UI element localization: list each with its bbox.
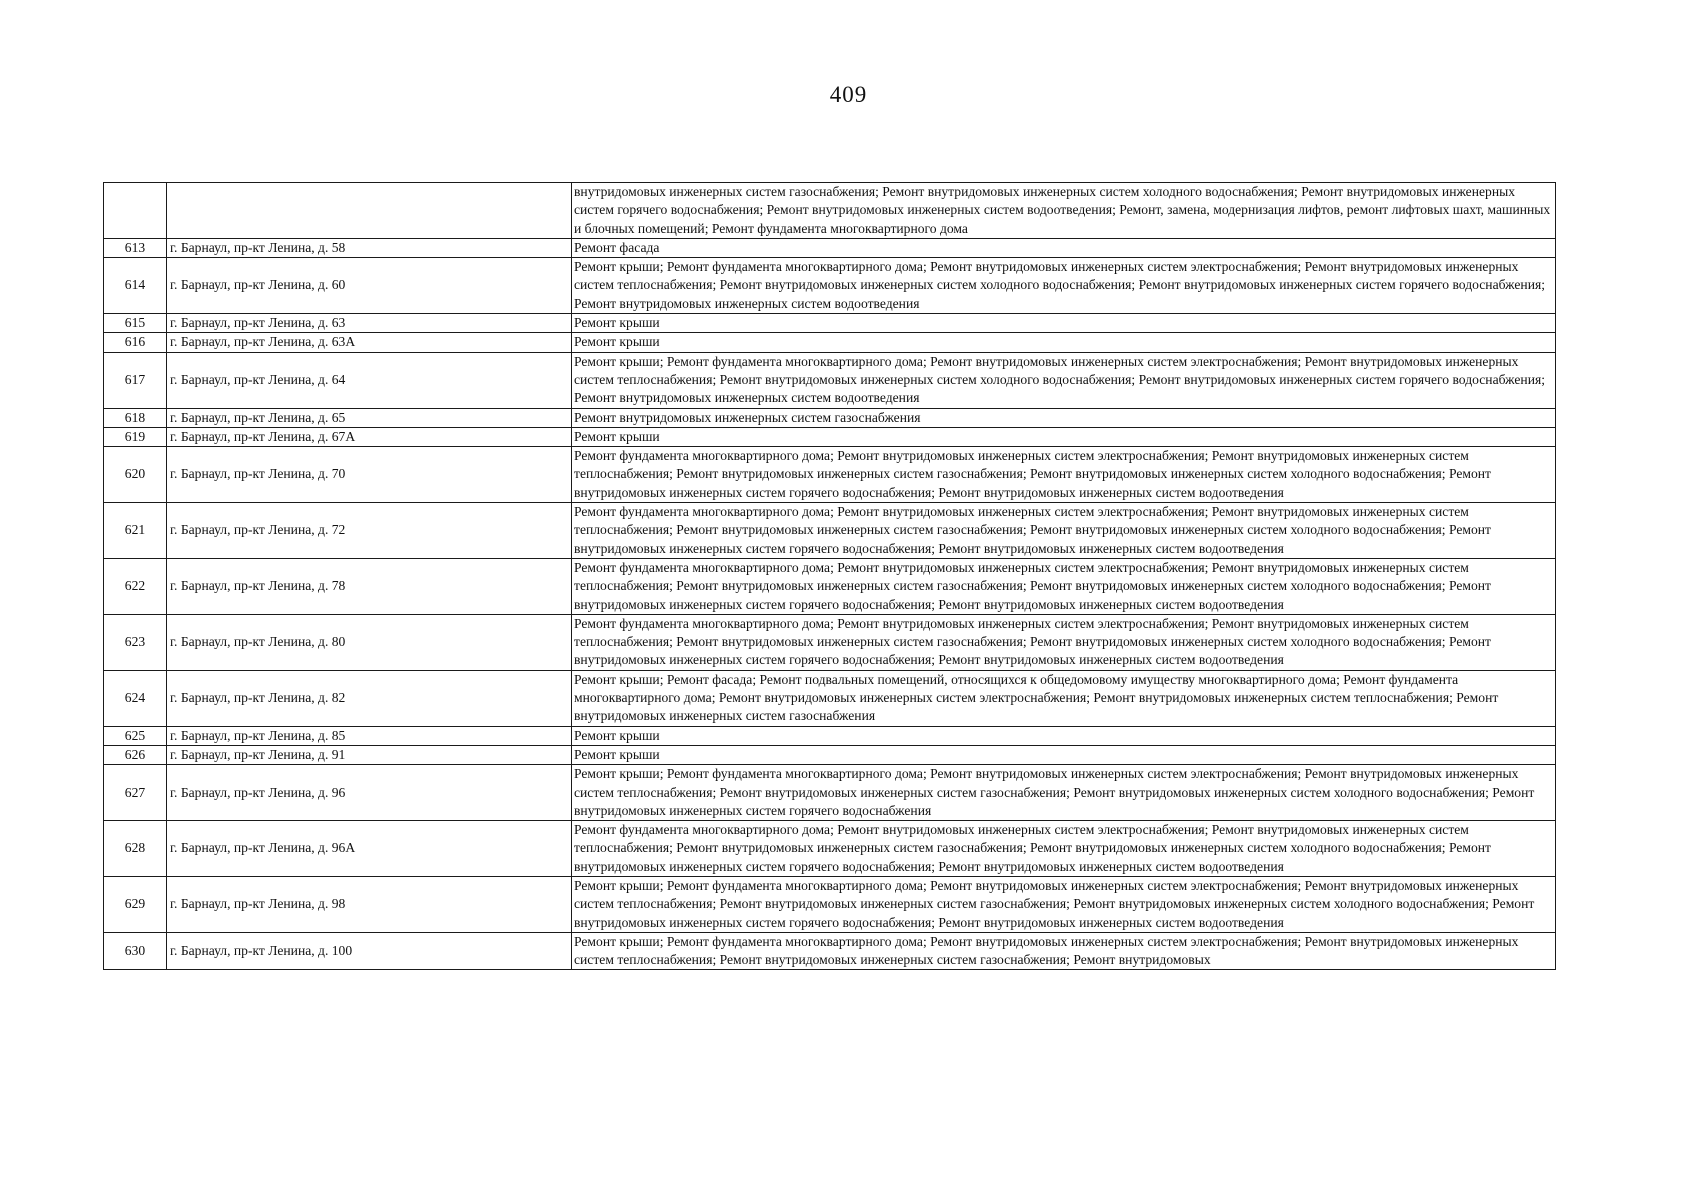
row-works: Ремонт крыши; Ремонт фундамента многоквартирного дома; Ремонт внутридомовых инженерных систем электроснабжения; Ремонт внутридомовых инженерных систем теплоснабжения; Ремонт внутридомовых инженерных систем газоснабжения; Ремонт внутридомовых инженерных систем холодного водоснабжения; Ремонт внутридомовых инженерных систем горячего водоснабжения; Ремонт внутридомовых инженерных систем водоотведения	[572, 876, 1556, 932]
row-number: 629	[104, 876, 167, 932]
table-row	[104, 427, 1556, 446]
row-address: г. Барнаул, пр-кт Ленина, д. 98	[167, 876, 572, 932]
row-number: 624	[104, 670, 167, 726]
row-works: Ремонт внутридомовых инженерных систем газоснабжения	[572, 408, 1556, 427]
row-address: г. Барнаул, пр-кт Ленина, д. 63А	[167, 333, 572, 352]
row-works: Ремонт фундамента многоквартирного дома; Ремонт внутридомовых инженерных систем электроснабжения; Ремонт внутридомовых инженерных систем теплоснабжения; Ремонт внутридомовых инженерных систем газоснабжения; Ремонт внутридомовых инженерных систем холодного водоснабжения; Ремонт внутридомовых инженерных систем горячего водоснабжения; Ремонт внутридомовых инженерных систем водоотведения	[572, 821, 1556, 877]
row-address: г. Барнаул, пр-кт Ленина, д. 91	[167, 745, 572, 764]
table-row	[104, 408, 1556, 427]
row-number: 619	[104, 427, 167, 446]
row-number: 616	[104, 333, 167, 352]
table-row	[104, 821, 1556, 877]
table-row	[104, 765, 1556, 821]
row-address	[167, 183, 572, 239]
row-address: г. Барнаул, пр-кт Ленина, д. 64	[167, 352, 572, 408]
row-works: Ремонт фундамента многоквартирного дома; Ремонт внутридомовых инженерных систем электроснабжения; Ремонт внутридомовых инженерных систем теплоснабжения; Ремонт внутридомовых инженерных систем газоснабжения; Ремонт внутридомовых инженерных систем холодного водоснабжения; Ремонт внутридомовых инженерных систем горячего водоснабжения; Ремонт внутридомовых инженерных систем водоотведения	[572, 558, 1556, 614]
row-number: 613	[104, 238, 167, 257]
table-body	[104, 183, 1556, 970]
row-works: Ремонт крыши; Ремонт фундамента многоквартирного дома; Ремонт внутридомовых инженерных систем электроснабжения; Ремонт внутридомовых инженерных систем теплоснабжения; Ремонт внутридомовых инженерных систем холодного водоснабжения; Ремонт внутридомовых инженерных систем горячего водоснабжения; Ремонт внутридомовых инженерных систем водоотведения	[572, 352, 1556, 408]
row-works: Ремонт крыши	[572, 726, 1556, 745]
row-address: г. Барнаул, пр-кт Ленина, д. 60	[167, 258, 572, 314]
row-address: г. Барнаул, пр-кт Ленина, д. 96А	[167, 821, 572, 877]
row-address: г. Барнаул, пр-кт Ленина, д. 85	[167, 726, 572, 745]
page-number: 409	[829, 82, 868, 107]
row-address: г. Барнаул, пр-кт Ленина, д. 72	[167, 503, 572, 559]
row-number: 614	[104, 258, 167, 314]
row-number: 627	[104, 765, 167, 821]
table-row	[104, 352, 1556, 408]
row-works: внутридомовых инженерных систем газоснабжения; Ремонт внутридомовых инженерных систем холодного водоснабжения; Ремонт внутридомовых инженерных систем горячего водоснабжения; Ремонт внутридомовых инженерных систем водоотведения; Ремонт, замена, модернизация лифтов, ремонт лифтовых шахт, машинных и блочных помещений; Ремонт фундамента многоквартирного дома	[572, 183, 1556, 239]
table-row	[104, 238, 1556, 257]
row-number: 625	[104, 726, 167, 745]
row-number: 630	[104, 932, 167, 970]
row-number: 620	[104, 447, 167, 503]
table-row	[104, 614, 1556, 670]
row-address: г. Барнаул, пр-кт Ленина, д. 80	[167, 614, 572, 670]
row-address: г. Барнаул, пр-кт Ленина, д. 63	[167, 314, 572, 333]
row-number: 621	[104, 503, 167, 559]
row-works: Ремонт крыши	[572, 427, 1556, 446]
row-address: г. Барнаул, пр-кт Ленина, д. 65	[167, 408, 572, 427]
table-row	[104, 876, 1556, 932]
table-row	[104, 558, 1556, 614]
row-address: г. Барнаул, пр-кт Ленина, д. 78	[167, 558, 572, 614]
row-works: Ремонт фундамента многоквартирного дома; Ремонт внутридомовых инженерных систем электроснабжения; Ремонт внутридомовых инженерных систем теплоснабжения; Ремонт внутридомовых инженерных систем газоснабжения; Ремонт внутридомовых инженерных систем холодного водоснабжения; Ремонт внутридомовых инженерных систем горячего водоснабжения; Ремонт внутридомовых инженерных систем водоотведения	[572, 503, 1556, 559]
row-number: 626	[104, 745, 167, 764]
table-row	[104, 726, 1556, 745]
table-row	[104, 745, 1556, 764]
table-row	[104, 932, 1556, 970]
table-row	[104, 183, 1556, 239]
row-address: г. Барнаул, пр-кт Ленина, д. 67А	[167, 427, 572, 446]
table-row	[104, 333, 1556, 352]
row-number: 623	[104, 614, 167, 670]
row-number: 618	[104, 408, 167, 427]
row-works: Ремонт крыши; Ремонт фундамента многоквартирного дома; Ремонт внутридомовых инженерных систем электроснабжения; Ремонт внутридомовых инженерных систем теплоснабжения; Ремонт внутридомовых инженерных систем холодного водоснабжения; Ремонт внутридомовых инженерных систем горячего водоснабжения; Ремонт внутридомовых инженерных систем водоотведения	[572, 258, 1556, 314]
row-address: г. Барнаул, пр-кт Ленина, д. 96	[167, 765, 572, 821]
row-address: г. Барнаул, пр-кт Ленина, д. 82	[167, 670, 572, 726]
table-row	[104, 503, 1556, 559]
row-works: Ремонт крыши	[572, 745, 1556, 764]
table-row	[104, 670, 1556, 726]
row-number: 628	[104, 821, 167, 877]
row-works: Ремонт фундамента многоквартирного дома; Ремонт внутридомовых инженерных систем электроснабжения; Ремонт внутридомовых инженерных систем теплоснабжения; Ремонт внутридомовых инженерных систем газоснабжения; Ремонт внутридомовых инженерных систем холодного водоснабжения; Ремонт внутридомовых инженерных систем горячего водоснабжения; Ремонт внутридомовых инженерных систем водоотведения	[572, 447, 1556, 503]
row-works: Ремонт фасада	[572, 238, 1556, 257]
row-works: Ремонт крыши	[572, 314, 1556, 333]
row-works: Ремонт крыши; Ремонт фасада; Ремонт подвальных помещений, относящихся к общедомовому имуществу многоквартирного дома; Ремонт фундамента многоквартирного дома; Ремонт внутридомовых инженерных систем электроснабжения; Ремонт внутридомовых инженерных систем теплоснабжения; Ремонт внутридомовых инженерных систем газоснабжения	[572, 670, 1556, 726]
row-works: Ремонт крыши; Ремонт фундамента многоквартирного дома; Ремонт внутридомовых инженерных систем электроснабжения; Ремонт внутридомовых инженерных систем теплоснабжения; Ремонт внутридомовых инженерных систем газоснабжения; Ремонт внутридомовых инженерных систем холодного водоснабжения; Ремонт внутридомовых инженерных систем горячего водоснабжения	[572, 765, 1556, 821]
table-row	[104, 258, 1556, 314]
table-row	[104, 314, 1556, 333]
row-address: г. Барнаул, пр-кт Ленина, д. 58	[167, 238, 572, 257]
row-address: г. Барнаул, пр-кт Ленина, д. 100	[167, 932, 572, 970]
row-number: 622	[104, 558, 167, 614]
row-number	[104, 183, 167, 239]
row-works: Ремонт крыши; Ремонт фундамента многоквартирного дома; Ремонт внутридомовых инженерных систем электроснабжения; Ремонт внутридомовых инженерных систем теплоснабжения; Ремонт внутридомовых инженерных систем газоснабжения; Ремонт внутридомовых	[572, 932, 1556, 970]
row-address: г. Барнаул, пр-кт Ленина, д. 70	[167, 447, 572, 503]
row-number: 615	[104, 314, 167, 333]
row-works: Ремонт фундамента многоквартирного дома; Ремонт внутридомовых инженерных систем электроснабжения; Ремонт внутридомовых инженерных систем теплоснабжения; Ремонт внутридомовых инженерных систем газоснабжения; Ремонт внутридомовых инженерных систем холодного водоснабжения; Ремонт внутридомовых инженерных систем горячего водоснабжения; Ремонт внутридомовых инженерных систем водоотведения	[572, 614, 1556, 670]
table-row	[104, 447, 1556, 503]
row-number: 617	[104, 352, 167, 408]
row-works: Ремонт крыши	[572, 333, 1556, 352]
repair-works-table	[103, 182, 1556, 970]
